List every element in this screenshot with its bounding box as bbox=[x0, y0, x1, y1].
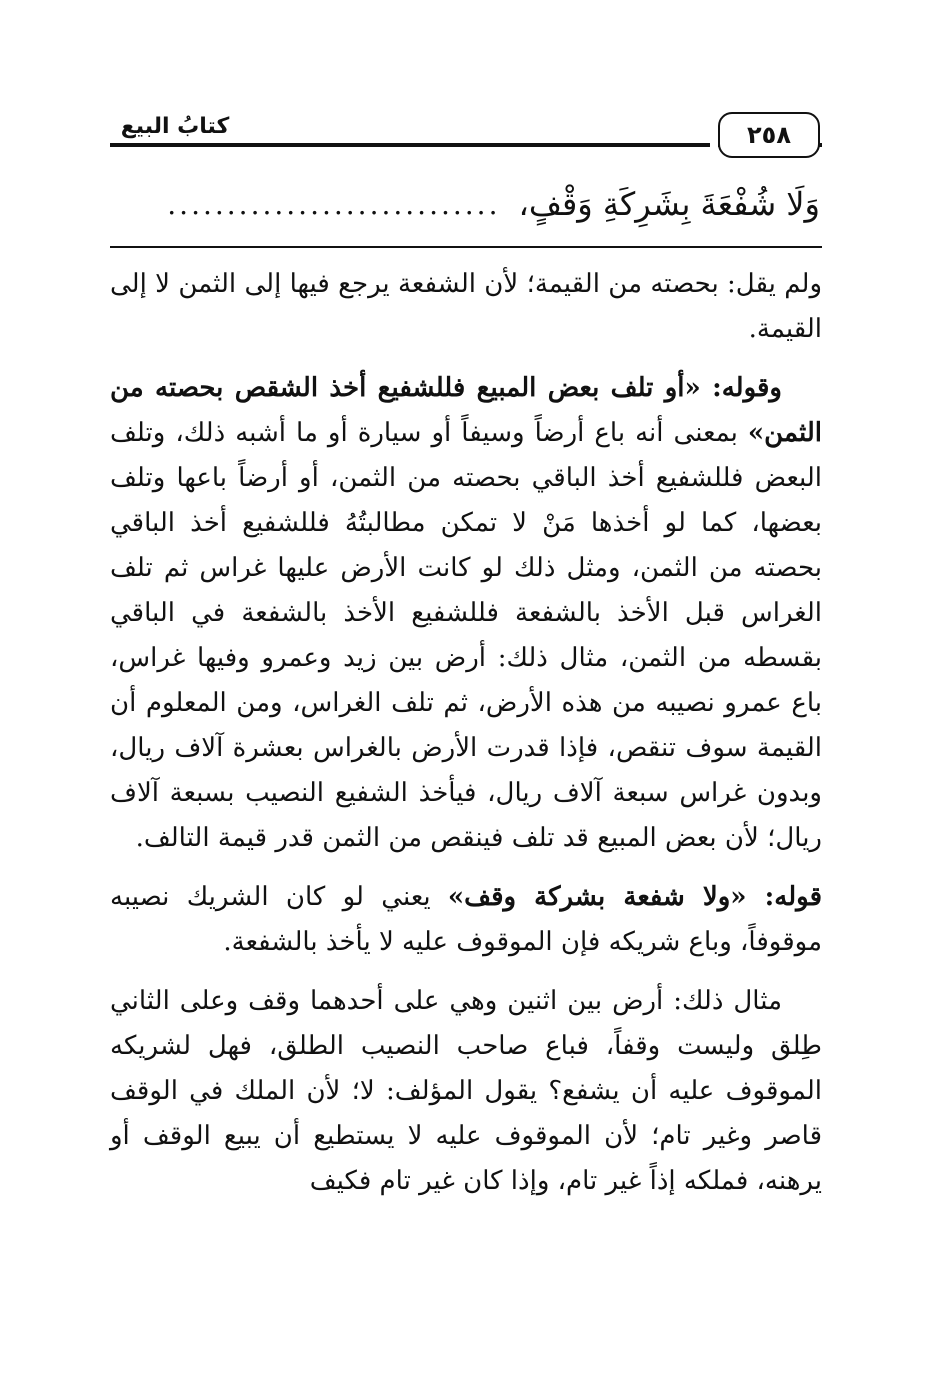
paragraph-gap bbox=[110, 965, 822, 979]
quoted-matn: «ولا شفعة بشركة وقف» bbox=[447, 882, 747, 912]
paragraph bbox=[110, 366, 822, 861]
running-title: كتابُ البيع bbox=[120, 114, 230, 139]
quoted-matn: «أو تلف بعض المبيع فللشفيع أخذ الشقص بحصته من الثمن» bbox=[110, 373, 822, 448]
paragraph-gap bbox=[110, 861, 822, 875]
matn-text: وَلَا شُفْعَةَ بِشَرِكَةِ وَقْفٍ، bbox=[518, 185, 820, 223]
paragraph bbox=[110, 875, 822, 965]
page-number-text: ٢٥٨ bbox=[747, 121, 791, 149]
paragraph-text: يعني لو كان الشريك نصيبه موقوفاً، وباع شريكه فإن الموقوف عليه لا يأخذ بالشفعة. bbox=[110, 882, 822, 957]
quote-lead: قوله: bbox=[746, 882, 822, 912]
header-rule bbox=[110, 143, 710, 147]
commentary-body bbox=[110, 262, 822, 1204]
paragraph bbox=[110, 979, 822, 1204]
paragraph-gap bbox=[110, 352, 822, 366]
matn-dots: ............................ bbox=[167, 187, 501, 221]
paragraph-text: بمعنى أنه باع أرضاً وسيفاً أو سيارة أو ما أشبه ذلك، وتلف البعض فللشفيع أخذ الباقي بحصته من الثمن، أو أرضاً باعها وتلف بعضها، كما لو أخذها مَنْ لا تمكن مطالبتُهُ فللشفيع أخذ الباقي بحصته من الثمن، ومثل ذلك لو كانت الأرض عليها غراس ثم تلف الغراس قبل الأخذ بالشفعة فللشفيع الأخذ بالشفعة في الباقي بقسطه من الثمن، مثال ذلك: أرض بين زيد وعمرو وفيها غراس، باع عمرو نصيبه من هذه الأرض، ثم تلف الغراس، ومن المعلوم أن القيمة سوف تنقص، فإذا قدرت الأرض بالغراس بعشرة آلاف ريال، وبدون غراس سبعة آلاف ريال، فيأخذ الشفيع النصيب بسبعة آلاف ريال؛ لأن بعض المبيع قد تلف فينقص من الثمن قدر قيمة التالف. bbox=[110, 418, 822, 853]
paragraph bbox=[110, 262, 822, 352]
matn-separator bbox=[110, 246, 822, 248]
paragraph-text: ولم يقل: بحصته من القيمة؛ لأن الشفعة يرجع فيها إلى الثمن لا إلى القيمة. bbox=[110, 269, 822, 344]
quote-lead: وقوله: bbox=[700, 373, 782, 403]
matn-line bbox=[110, 176, 820, 232]
paragraph-text: مثال ذلك: أرض بين اثنين وهي على أحدهما وقف وعلى الثاني طِلق وليست وقفاً، فباع صاحب النصيب الطلق، فهل لشريكه الموقوف عليه أن يشفع؟ يقول المؤلف: لا؛ لأن الملك في الوقف قاصر وغير تام؛ لأن الموقوف عليه لا يستطيع أن يبيع الوقف أو يرهنه، فملكه إذاً غير تام، وإذا كان غير تام فكيف bbox=[110, 986, 822, 1196]
page-number bbox=[718, 112, 820, 158]
